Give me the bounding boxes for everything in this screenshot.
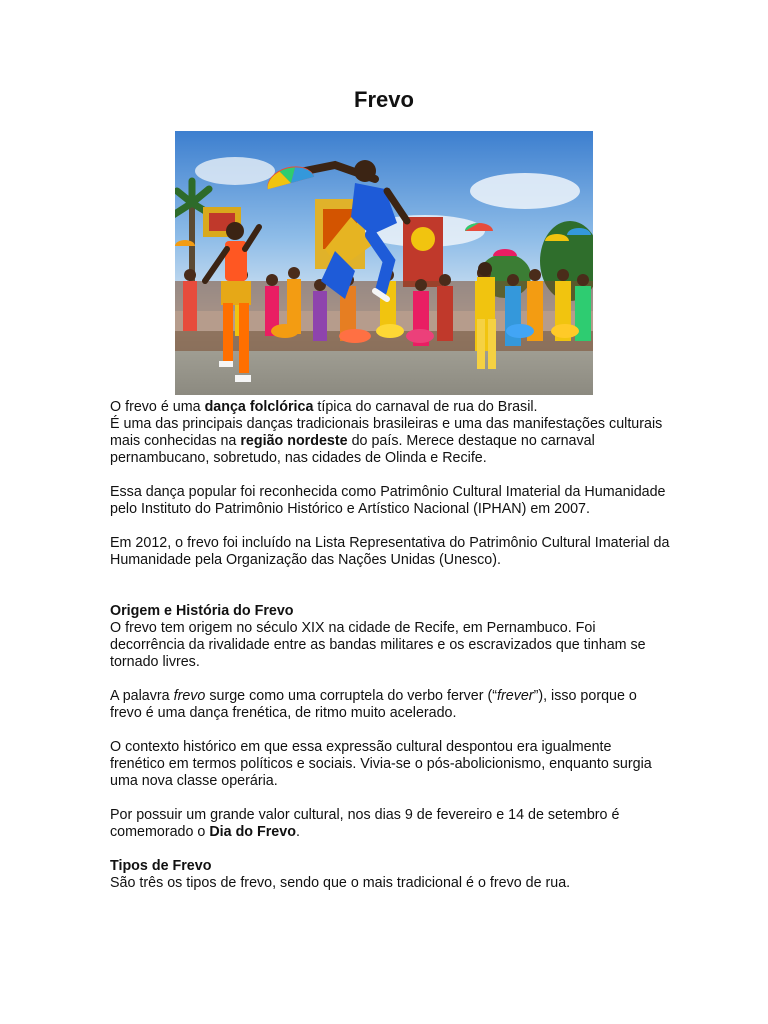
intro-paragraph-4: Em 2012, o frevo foi incluído na Lista Representativa do Patrimônio Cultural Imaterial da Humanidade pela Organização das Nações Unidas (Unesco).	[110, 535, 670, 568]
section-heading-tipos: Tipos de Frevo	[110, 858, 212, 874]
origin-paragraph-4: Por possuir um grande valor cultural, nos dias 9 de fevereiro e 14 de setembro é comemorado o Dia do Frevo.	[110, 807, 620, 840]
origin-paragraph-3: O contexto histórico em que essa expressão cultural despontou era igualmente frenético em termos políticos e sociais. Vivia-se o pós-abolicionismo, enquanto surgia uma nova classe operária.	[110, 739, 652, 789]
types-paragraph-1: São três os tipos de frevo, sendo que o mais tradicional é o frevo de rua.	[110, 875, 571, 891]
intro-paragraph-2: É uma das principais danças tradicionais brasileiras e uma das manifestações culturais mais conhecidas na região nordeste do país. Merece destaque no carnaval pernambucano, sobretudo, nas cidades de Olinda e Recife.	[110, 416, 663, 466]
highlight-regiao-nordeste: região nordeste	[240, 433, 348, 449]
article-body	[110, 399, 670, 892]
section-heading-origem: Origem e História do Frevo	[110, 603, 294, 619]
frevo-dancers-photo	[175, 131, 593, 395]
highlight-dia-do-frevo: Dia do Frevo	[209, 824, 296, 840]
origin-paragraph-2: A palavra frevo surge como uma corruptela do verbo ferver (“frever”), isso porque o frevo é uma dança frenética, de ritmo muito acelerado.	[110, 688, 637, 721]
highlight-danca-folclorica: dança folclórica	[204, 399, 314, 415]
intro-paragraph-1: O frevo é uma dança folclórica típica do carnaval de rua do Brasil.	[110, 399, 538, 415]
origin-paragraph-1: O frevo tem origem no século XIX na cidade de Recife, em Pernambuco. Foi decorrência da rivalidade entre as bandas militares e os escravizados que tinham se tornado livres.	[110, 620, 646, 670]
page-title: Frevo	[354, 87, 414, 112]
intro-paragraph-3: Essa dança popular foi reconhecida como Patrimônio Cultural Imaterial da Humanidade pelo Instituto do Patrimônio Histórico e Artístico Nacional (IPHAN) em 2007.	[110, 484, 666, 517]
